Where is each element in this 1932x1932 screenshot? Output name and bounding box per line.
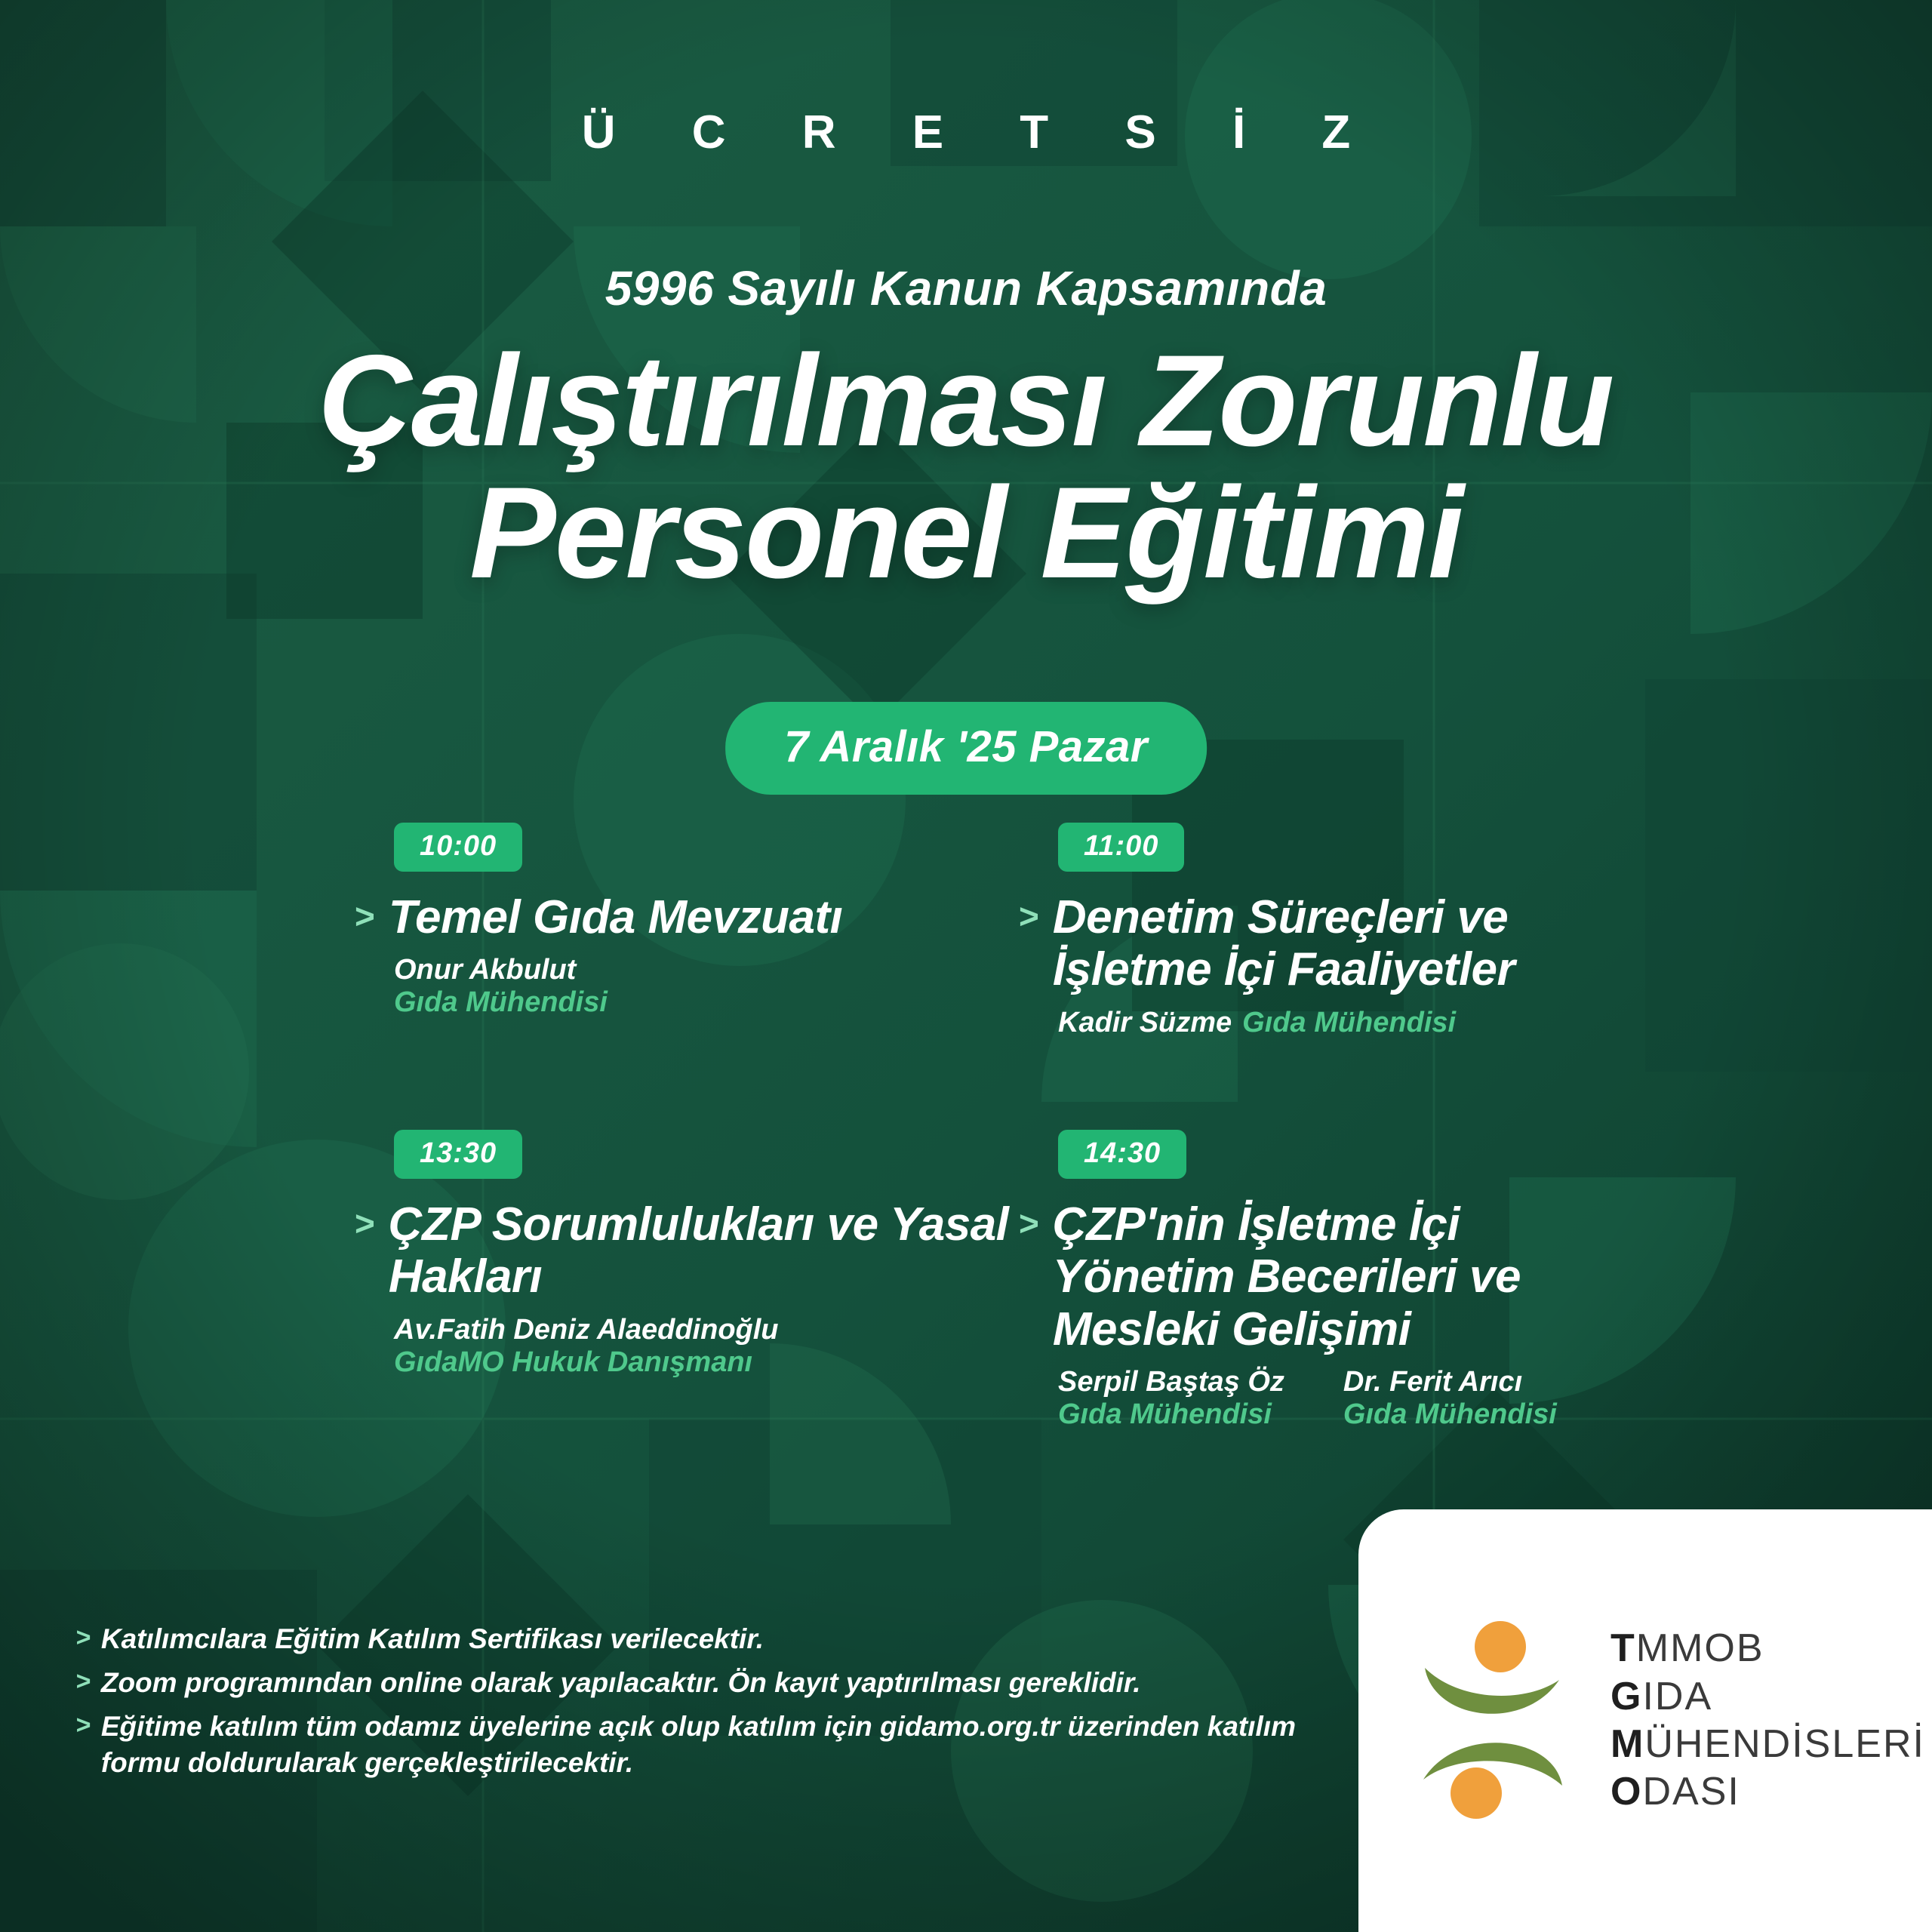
logo-initial: O bbox=[1611, 1770, 1643, 1814]
note-text: Katılımcılara Eğitim Katılım Sertifikası verilecektir. bbox=[100, 1623, 764, 1654]
page-title-line1: Çalıştırılması Zorunlu bbox=[318, 328, 1614, 473]
speaker-name: Onur Akbulut bbox=[394, 954, 577, 986]
speaker-name: Kadir Süzme bbox=[1058, 1006, 1232, 1038]
chevron-right-icon: > bbox=[75, 1666, 91, 1696]
logo-initial: M bbox=[1611, 1722, 1645, 1766]
kicker-text: 5996 Sayılı Kanun Kapsamında bbox=[605, 261, 1327, 315]
logo-initial: G bbox=[1611, 1674, 1643, 1718]
session-title: ÇZP'nin İşletme İçi Yönetim Becerileri ve Mesleki Gelişimi bbox=[1052, 1198, 1521, 1355]
chevron-right-icon: > bbox=[75, 1710, 91, 1740]
speaker-role: Gıda Mühendisi bbox=[1343, 1398, 1557, 1431]
gidamo-logo-icon bbox=[1411, 1607, 1585, 1834]
organization-name bbox=[1611, 1625, 1925, 1817]
note-item bbox=[75, 1665, 1313, 1701]
note-text: Eğitime katılım tüm odamız üyelerine açık olup katılım için gidamo.org.tr üzerinden katılım formu doldurularak gerçekleştirilecektir. bbox=[100, 1710, 1296, 1778]
speaker-name: Serpil Baştaş Öz bbox=[1058, 1366, 1284, 1398]
logo-initial: T bbox=[1611, 1626, 1636, 1671]
logo-rest: ÜHENDİSLERİ bbox=[1644, 1722, 1925, 1766]
note-item bbox=[75, 1709, 1313, 1781]
free-label: Ü C R E T S İ Z bbox=[581, 106, 1383, 158]
session-time-badge: 13:30 bbox=[394, 1130, 522, 1179]
chevron-right-icon: > bbox=[355, 897, 375, 936]
session-card bbox=[355, 823, 1019, 1039]
note-item bbox=[75, 1621, 1313, 1657]
session-speakers bbox=[394, 954, 1019, 1019]
logo-line bbox=[1611, 1721, 1925, 1768]
session-time-badge: 10:00 bbox=[394, 823, 522, 872]
logo-rest: DASI bbox=[1642, 1770, 1740, 1814]
logo-rest: MMOB bbox=[1635, 1626, 1764, 1671]
session-speakers bbox=[394, 1314, 1019, 1379]
chevron-right-icon: > bbox=[75, 1623, 91, 1652]
chevron-right-icon: > bbox=[1019, 897, 1039, 936]
speaker-role: GıdaMO Hukuk Danışmanı bbox=[394, 1346, 753, 1378]
session-grid bbox=[355, 823, 1638, 1431]
session-time-badge: 11:00 bbox=[1058, 823, 1184, 872]
session-speakers bbox=[1058, 1007, 1638, 1039]
chevron-right-icon: > bbox=[355, 1203, 375, 1243]
session-title: ÇZP Sorumlulukları ve Yasal Hakları bbox=[388, 1198, 1009, 1303]
chevron-right-icon: > bbox=[1019, 1203, 1039, 1243]
logo-line bbox=[1611, 1673, 1925, 1721]
speaker-role: Gıda Mühendisi bbox=[1242, 1006, 1457, 1038]
footer-notes bbox=[75, 1621, 1313, 1789]
speaker-role: Gıda Mühendisi bbox=[1058, 1398, 1272, 1431]
logo-rest: IDA bbox=[1642, 1674, 1713, 1718]
session-title: Temel Gıda Mevzuatı bbox=[388, 891, 843, 943]
session-speakers bbox=[1058, 1366, 1638, 1431]
page-title-line2: Personel Eğitimi bbox=[469, 460, 1463, 605]
date-badge: 7 Aralık '25 Pazar bbox=[725, 702, 1207, 795]
session-card bbox=[355, 1130, 1019, 1431]
organization-logo-card bbox=[1358, 1509, 1932, 1932]
session-time-badge: 14:30 bbox=[1058, 1130, 1186, 1179]
speaker-name: Dr. Ferit Arıcı bbox=[1343, 1366, 1523, 1398]
logo-line bbox=[1611, 1625, 1925, 1672]
session-card bbox=[1019, 823, 1638, 1039]
speaker-role: Gıda Mühendisi bbox=[394, 986, 608, 1019]
note-text: Zoom programından online olarak yapılacaktır. Ön kayıt yaptırılması gereklidir. bbox=[100, 1666, 1141, 1698]
session-card bbox=[1019, 1130, 1638, 1431]
speaker-name: Av.Fatih Deniz Alaeddinoğlu bbox=[394, 1313, 779, 1346]
logo-line bbox=[1611, 1768, 1925, 1816]
session-title: Denetim Süreçleri ve İşletme İçi Faaliyetler bbox=[1052, 891, 1515, 996]
